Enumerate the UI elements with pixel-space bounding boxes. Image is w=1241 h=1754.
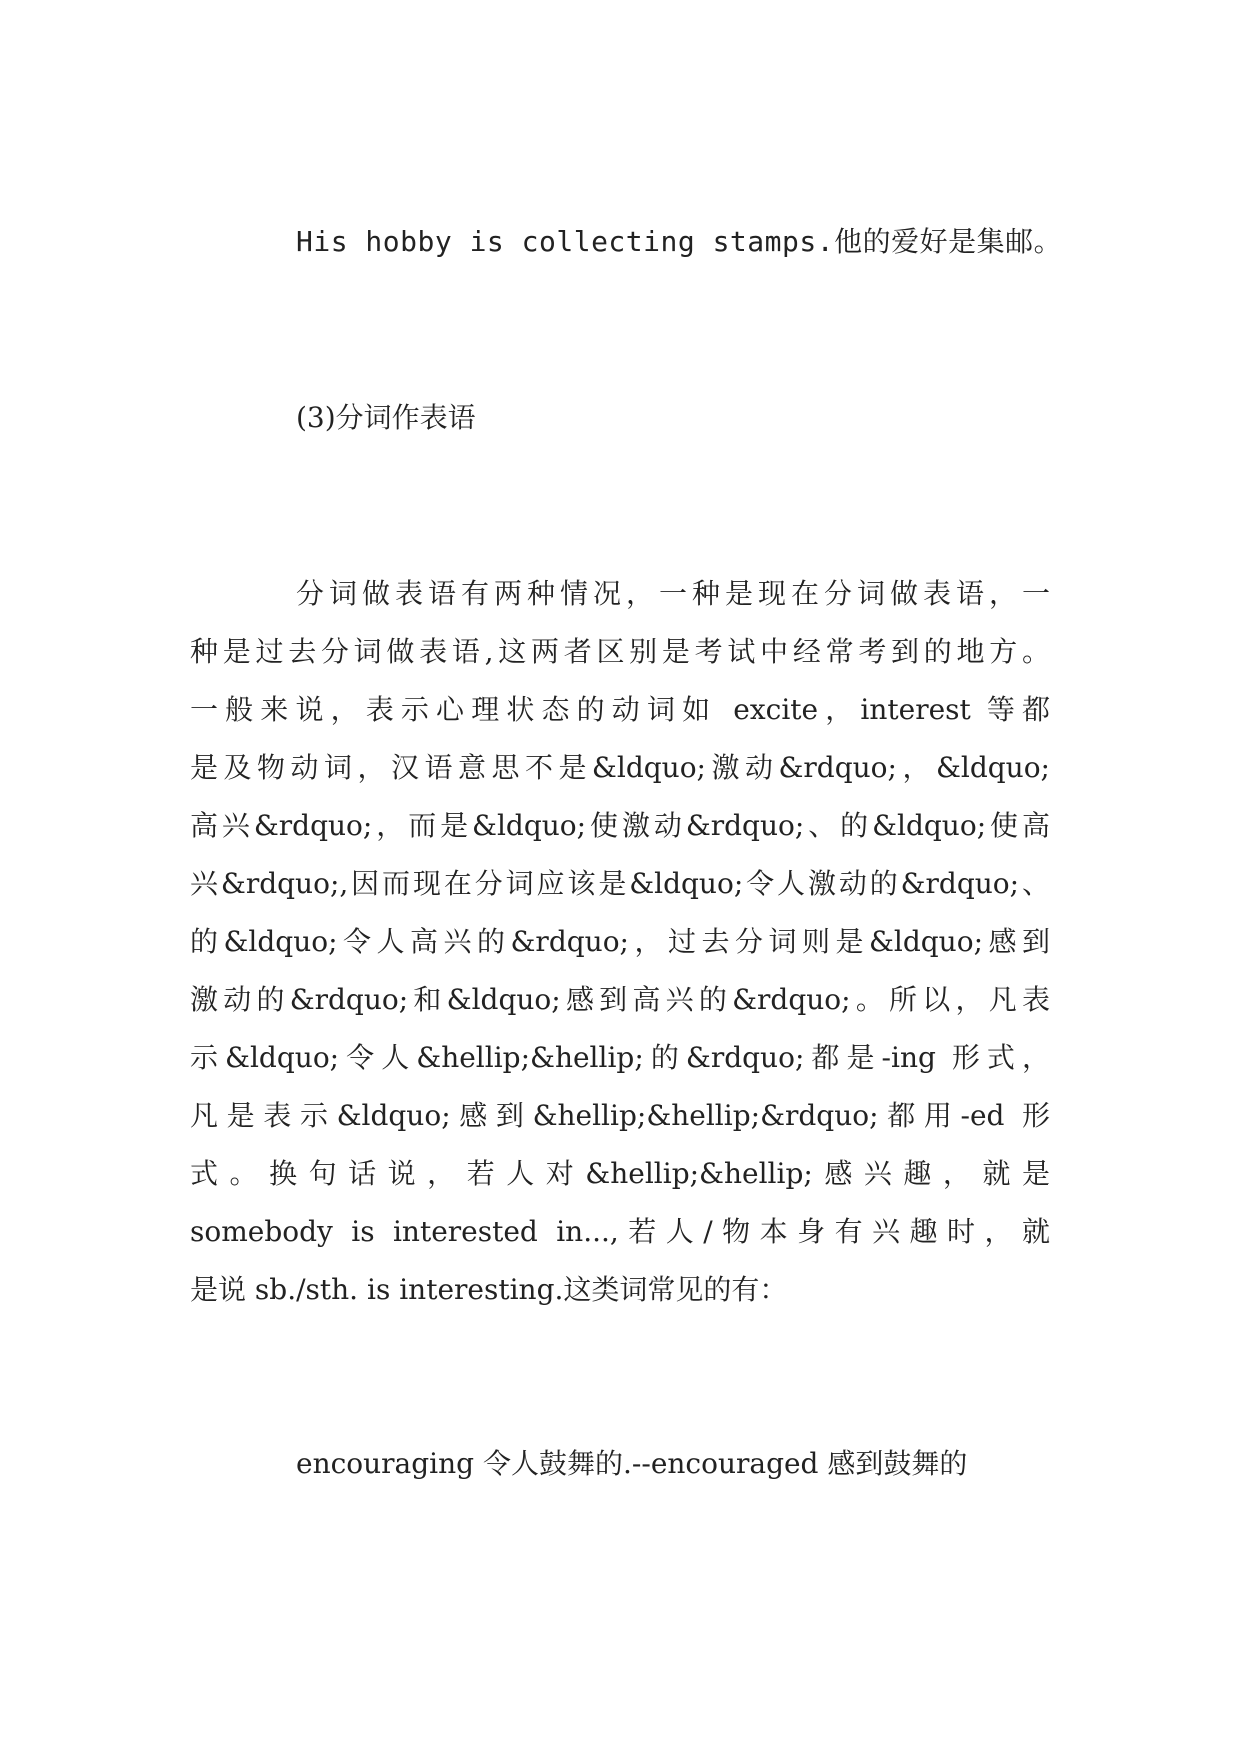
paragraph-line: 种是过去分词做表语,这两者区别是考试中经常考到的地方。 (190, 635, 1050, 668)
paragraph-line: 是及物动词，汉语意思不是&ldquo;激动&rdquo;，&ldquo; (190, 751, 1050, 784)
paragraph-line: 示&ldquo;令人&hellip;&hellip;的&rdquo;都是-ing 形式， (190, 1041, 1050, 1074)
word-pair-example: encouraging 令人鼓舞的.--encouraged 感到鼓舞的 (296, 1447, 968, 1480)
section-heading: (3)分词作表语 (296, 401, 476, 434)
paragraph-line: 凡是表示&ldquo;感到&hellip;&hellip;&rdquo;都用-ed 形 (190, 1099, 1050, 1132)
paragraph-line: 兴&rdquo;,因而现在分词应该是&ldquo;令人激动的&rdquo;、 (190, 867, 1050, 900)
paragraph-line: 一般来说，表示心理状态的动词如 excite，interest 等都 (190, 693, 1050, 726)
example-sentence: His hobby is collecting stamps.他的爱好是集邮。 (296, 225, 1063, 258)
paragraph-line: somebody is interested in...,若人/物本身有兴趣时，就 (190, 1215, 1050, 1248)
paragraph-line: 的&ldquo;令人高兴的&rdquo;，过去分词则是&ldquo;感到 (190, 925, 1050, 958)
paragraph-line: 是说 sb./sth. is interesting.这类词常见的有： (190, 1273, 788, 1306)
paragraph-line: 激动的&rdquo;和&ldquo;感到高兴的&rdquo;。所以，凡表 (190, 983, 1050, 1016)
paragraph-line: 分词做表语有两种情况，一种是现在分词做表语，一 (296, 577, 1050, 610)
paragraph-line: 式。换句话说，若人对&hellip;&hellip;感兴趣，就是 (190, 1157, 1050, 1190)
paragraph-line: 高兴&rdquo;，而是&ldquo;使激动&rdquo;、的&ldquo;使高 (190, 809, 1050, 842)
